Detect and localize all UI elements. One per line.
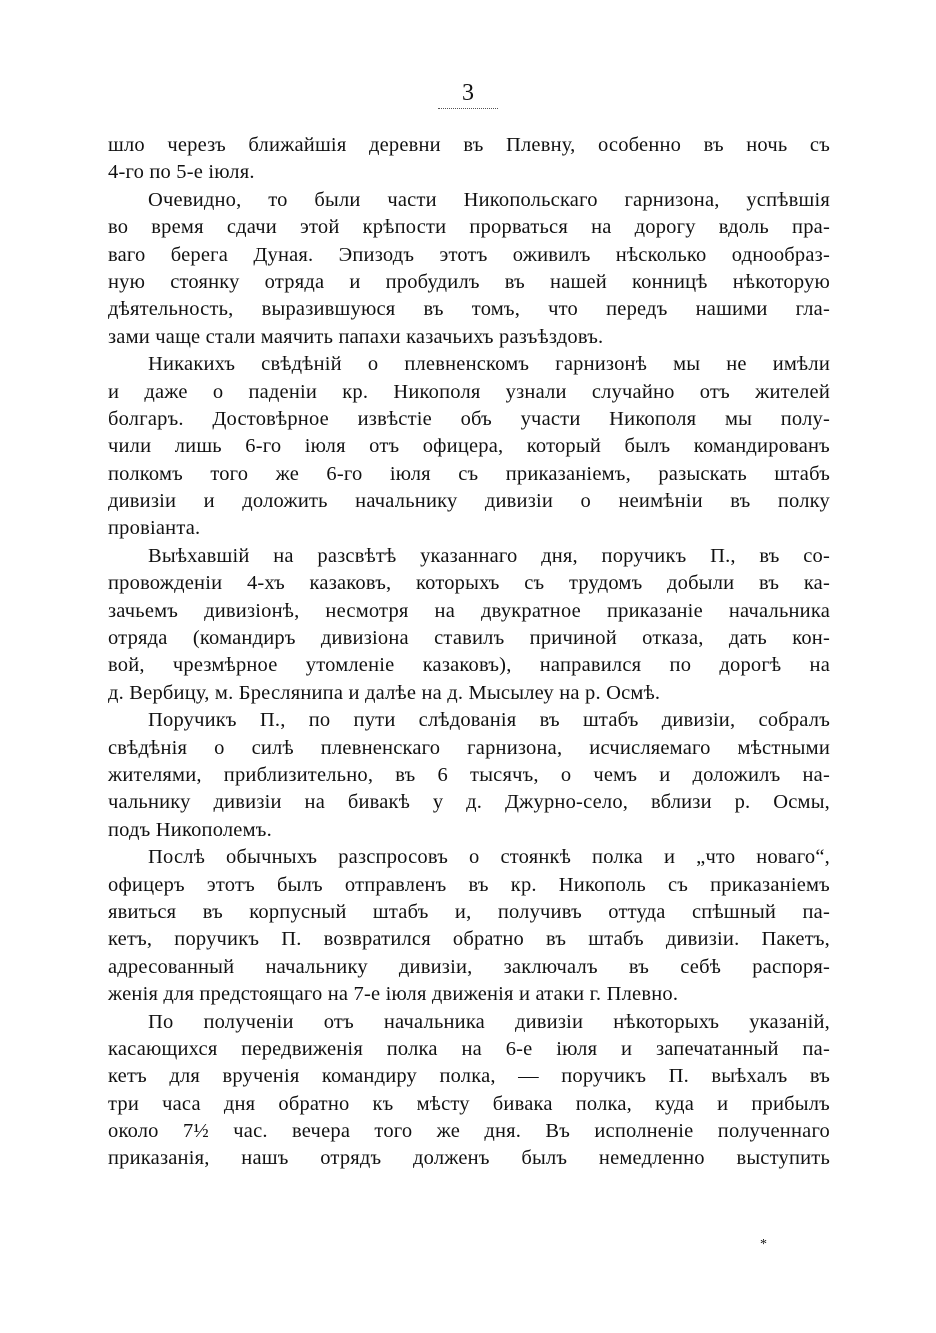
text-line: провіанта. [108,517,201,540]
text-line: д. Вербицу, м. Бреслянипа и далѣе на д. Мысылеу на р. Осмѣ. [108,681,661,704]
text-line: ную стоянку отряда и пробудилъ въ нашей конницѣ нѣкоторую [108,270,830,293]
text-line: адресованный начальнику дивизіи, заключалъ въ себѣ распоря- [108,955,830,978]
text-line: Никакихъ свѣдѣній о плевненскомъ гарнизонѣ мы не имѣли [148,353,830,376]
text-line: во время сдачи этой крѣпости прорваться на дорогу вдоль пра- [108,216,830,239]
text-line: ваго берега Дуная. Эпизодъ этотъ оживилъ нѣсколько однообраз- [108,243,830,266]
text-line: зами чаще стали маячить папахи казачьихъ разъѣздовъ. [108,325,604,348]
text-line: провожденіи 4-хъ казаковъ, которыхъ съ трудомъ добыли въ ка- [108,572,830,595]
text-line: чальнику дивизіи на бивакѣ у д. Джурно-село, вблизи р. Осмы, [108,791,830,814]
text-line: три часа дня обратно къ мѣсту бивака полка, куда и прибылъ [108,1092,830,1115]
text-line: полкомъ того же 6-го іюля съ приказаніемъ, разыскать штабъ [108,462,830,485]
text-line: чили лишь 6-го іюля отъ офицера, который былъ командированъ [108,435,830,458]
signature-mark: * [760,1237,767,1252]
text-line: 4-го по 5-е іюля. [108,161,255,184]
text-line: свѣдѣнія о силѣ плевненскаго гарнизона, исчисляемаго мѣстными [108,736,830,759]
text-line: жителями, приблизительно, въ 6 тысячъ, о чемъ и доложилъ на- [108,763,830,786]
text-line: кетъ для врученія командиру полка, — поручикъ П. выѣхалъ въ [108,1065,830,1088]
text-line: подъ Никополемъ. [108,818,272,841]
text-line: около 7½ час. вечера того же дня. Въ исполненіе полученнаго [108,1120,830,1143]
text-line: зачьемъ дивизіонѣ, несмотря на двукратное приказаніе начальника [108,599,830,622]
text-line: Послѣ обычныхъ разспросовъ о стоянкѣ полка и „что новаго“, [148,846,830,869]
text-line: приказанія, нашъ отрядъ долженъ былъ немедленно выступить [108,1147,830,1170]
text-line: Выѣхавшій на разсвѣтѣ указаннаго дня, поручикъ П., въ со- [148,544,830,567]
text-line: шло черезъ ближайшія деревни въ Плевну, особенно въ ночь съ [108,134,830,156]
text-line: Поручикъ П., по пути слѣдованія въ штабъ дивизіи, собралъ [148,709,830,732]
text-line: По полученіи отъ начальника дивизіи нѣкоторыхъ указаній, [148,1010,830,1033]
body-text [108,132,830,1173]
text-line: кетъ, поручикъ П. возвратился обратно въ штабъ дивизіи. Пакетъ, [108,928,830,951]
text-line: явиться въ корпусный штабъ и, получивъ оттуда спѣшный па- [108,900,830,923]
page-number-container [0,80,936,109]
text-line: дивизіи и доложить начальнику дивизіи о неимѣніи въ полку [108,490,830,513]
text-line: касающихся передвиженія полка на 6-е іюля и запечатанный па- [108,1037,830,1060]
text-line: болгаръ. Достовѣрное извѣстіе объ участи Никополя мы полу- [108,407,830,430]
text-line: и даже о паденіи кр. Никополя узнали случайно отъ жителей [108,380,830,403]
text-line: Очевидно, то были части Никопольскаго гарнизона, успѣвшія [148,188,830,211]
page-number: 3 [438,80,498,109]
text-line: вой, чрезмѣрное утомленіе казаковъ), направился по дорогѣ на [108,654,830,677]
text-line: дѣятельность, выразившуюся въ томъ, что передъ нашими гла- [108,298,830,321]
text-line: отряда (командиръ дивизіона ставилъ причиной отказа, дать кон- [108,627,830,650]
text-line: женія для предстоящаго на 7-е іюля движенія и атаки г. Плевно. [108,983,679,1006]
text-line: офицеръ этотъ былъ отправленъ въ кр. Никополь съ приказаніемъ [108,873,830,896]
